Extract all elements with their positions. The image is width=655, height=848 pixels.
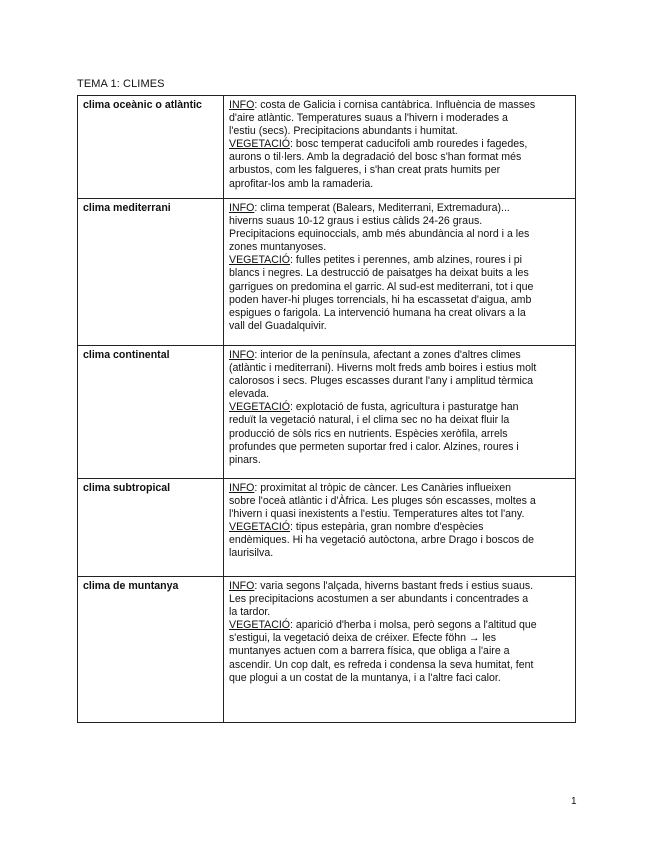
veg-line [229, 138, 570, 151]
veg-text: : explotació de fusta, agricultura i pasturatge han [290, 401, 519, 414]
table-row [78, 346, 576, 479]
veg-label: VEGETACIÓ [229, 521, 291, 534]
info-line: Precipitacions equinoccials, amb més abundància al nord i a les [229, 228, 530, 241]
info-line: la tardor. [229, 606, 271, 619]
veg-line: pinars. [229, 453, 261, 466]
info-line: hiverns suaus 10-12 graus i estius càlids 24-26 graus. [229, 215, 483, 228]
veg-line [229, 521, 570, 534]
veg-text: : tipus estepària, gran nombre d'espècies [290, 521, 484, 534]
info-line [229, 202, 570, 215]
veg-label: VEGETACIÓ [229, 254, 291, 267]
veg-text: : fulles petites i perennes, amb alzines, roures i pi [290, 254, 523, 267]
info-text: : interior de la península, afectant a zones d'altres climes [254, 349, 521, 361]
page-number: 1 [571, 796, 577, 807]
info-line: sobre l'oceà atlàntic i d'Àfrica. Les pluges són escasses, moltes a [229, 495, 536, 508]
veg-line: aurons o til·lers. Amb la degradació del bosc s'han format més [229, 151, 522, 164]
info-text: : proximitat al tròpic de càncer. Les Canàries influeixen [254, 482, 512, 494]
veg-line: poden haver-hi pluges torrencials, hi ha escassetat d'aigua, amb [229, 293, 532, 306]
veg-line: espigues o farigola. La intervenció humana ha creat olivars a la [229, 306, 526, 319]
veg-text: : aparició d'herba i molsa, però segons a l'altitud que [290, 619, 537, 632]
climate-name: clima subtropical [78, 479, 224, 577]
veg-line: arbustos, com les falgueres, i s'han creat prats humits per [229, 164, 501, 177]
veg-line: blancs i negres. La destrucció de paisatges ha deixat buits a les [229, 267, 529, 280]
veg-line: que plogui a un costat de la muntanya, i a l'altre faci calor. [229, 671, 501, 684]
veg-line [229, 401, 570, 414]
info-line [229, 99, 570, 112]
table-row [78, 479, 576, 577]
climate-name: clima mediterrani [78, 199, 224, 346]
climate-description [224, 199, 576, 346]
veg-line: muntanyes actuen com a barrera física, que obliga a l'aire a [229, 645, 510, 658]
info-line: Les precipitacions acostumen a ser abundants i concentrades a [229, 593, 529, 606]
veg-text: : bosc temperat caducifoli amb rouredes i fagedes, [290, 138, 528, 151]
info-line: elevada. [229, 388, 270, 401]
veg-line: profundes que permeten suportar fred i calor. Alzines, roures i [229, 440, 519, 453]
climate-name: clima oceànic o atlàntic [78, 96, 224, 199]
info-line: calorosos i secs. Pluges escasses durant l'any i amplitud tèrmica [229, 375, 534, 388]
info-label: INFO [229, 482, 255, 494]
info-line: l'estiu (secs). Precipitacions abundants i humitat. [229, 125, 458, 138]
veg-line: s'estigui, la vegetació deixa de créixer. Efecte föhn → les [229, 632, 497, 645]
veg-label: VEGETACIÓ [229, 401, 291, 414]
veg-line: vall del Guadalquivir. [229, 319, 327, 332]
veg-label: VEGETACIÓ [229, 619, 291, 632]
table-row [78, 96, 576, 199]
veg-line: ascendir. Un cop dalt, es refreda i condensa la seva humitat, fent [229, 658, 534, 671]
climate-table [77, 95, 576, 723]
veg-line: reduït la vegetació natural, i el clima sec no ha deixat fluir la [229, 414, 510, 427]
info-line [229, 482, 570, 495]
climate-name: clima de muntanya [78, 577, 224, 723]
info-line: d'aire atlàntic. Temperatures suaus a l'hivern i moderades a [229, 112, 508, 125]
veg-line [229, 254, 570, 267]
info-label: INFO [229, 349, 255, 361]
info-label: INFO [229, 202, 255, 214]
veg-line: aprofitar-los amb la ramaderia. [229, 177, 374, 190]
info-text: : costa de Galicia i cornisa cantàbrica. Influència de masses [254, 99, 536, 111]
climate-description [224, 577, 576, 723]
veg-line: garrigues on predomina el garric. Al sud-est mediterrani, tot i que [229, 280, 534, 293]
veg-line [229, 619, 570, 632]
info-label: INFO [229, 99, 255, 111]
info-line [229, 580, 570, 593]
info-line: (atlàntic i mediterrani). Hiverns molt freds amb boires i estius molt [229, 362, 537, 375]
page-title: TEMA 1: CLIMES [77, 78, 165, 90]
veg-line: laurisilva. [229, 547, 274, 560]
veg-label: VEGETACIÓ [229, 138, 291, 151]
veg-line: producció de sòls rics en nutrients. Espècies xeròfila, arrels [229, 427, 508, 440]
climate-description [224, 346, 576, 479]
climate-name: clima continental [78, 346, 224, 479]
climate-description [224, 96, 576, 199]
info-line: l'hivern i quasi inexistents a l'estiu. Temperatures altes tot l'any. [229, 508, 525, 521]
info-text: : clima temperat (Balears, Mediterrani, Extremadura)... [254, 202, 510, 214]
info-line: zones muntanyoses. [229, 241, 327, 254]
info-text: : varia segons l'alçada, hiverns bastant freds i estius suaus. [254, 580, 534, 592]
table-row [78, 199, 576, 346]
table-row [78, 577, 576, 723]
info-label: INFO [229, 580, 255, 592]
info-line [229, 349, 570, 362]
climate-description [224, 479, 576, 577]
veg-line: endèmiques. Hi ha vegetació autòctona, arbre Drago i boscos de [229, 534, 535, 547]
